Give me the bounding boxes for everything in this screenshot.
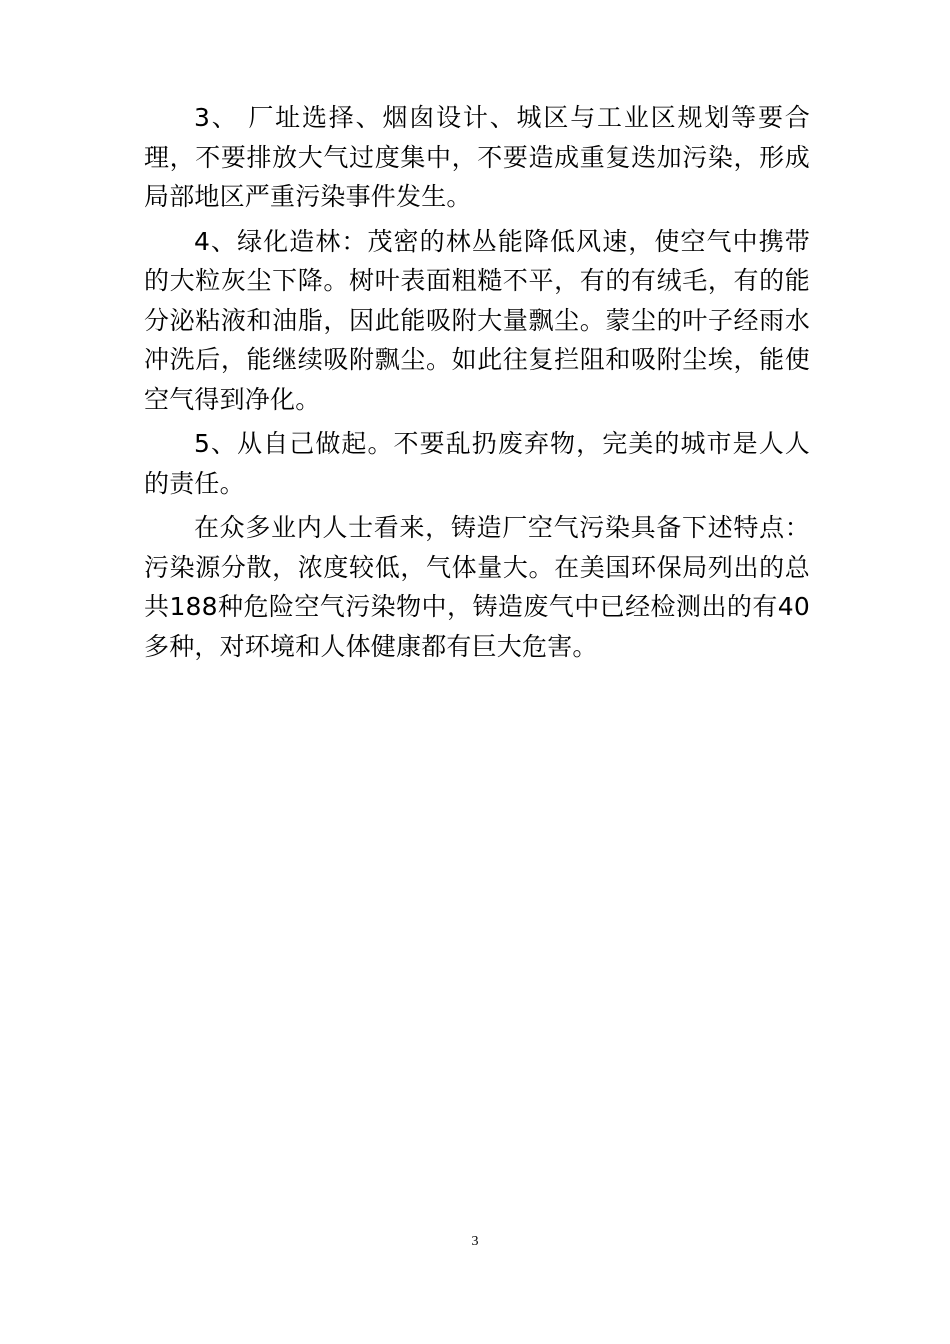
paragraph-foundry-pollution: 在众多业内人士看来，铸造厂空气污染具备下述特点：污染源分散，浓度较低，气体量大。在美国环保局列出的总共188种危险空气污染物中，铸造废气中已经检测出的有40多种，对环境和人体健康都有巨大危害。 — [144, 513, 810, 661]
paragraph-item-4: 4、绿化造林：茂密的林丛能降低风速，使空气中携带的大粒灰尘下降。树叶表面粗糙不平，有的有绒毛，有的能分泌粘液和油脂，因此能吸附大量飘尘。蒙尘的叶子经雨水冲洗后，能继续吸附飘尘。如此往复拦阻和吸附尘埃，能使空气得到净化。 — [144, 226, 810, 414]
page-number: 3 — [471, 1234, 479, 1249]
paragraph-item-3: 3、 厂址选择、烟囱设计、城区与工业区规划等要合理，不要排放大气过度集中，不要造成重复迭加污染，形成局部地区严重污染事件发生。 — [144, 103, 810, 211]
paragraph-item-5: 5、从自己做起。不要乱扔废弃物，完美的城市是人人的责任。 — [144, 429, 810, 498]
document-body — [144, 98, 810, 671]
